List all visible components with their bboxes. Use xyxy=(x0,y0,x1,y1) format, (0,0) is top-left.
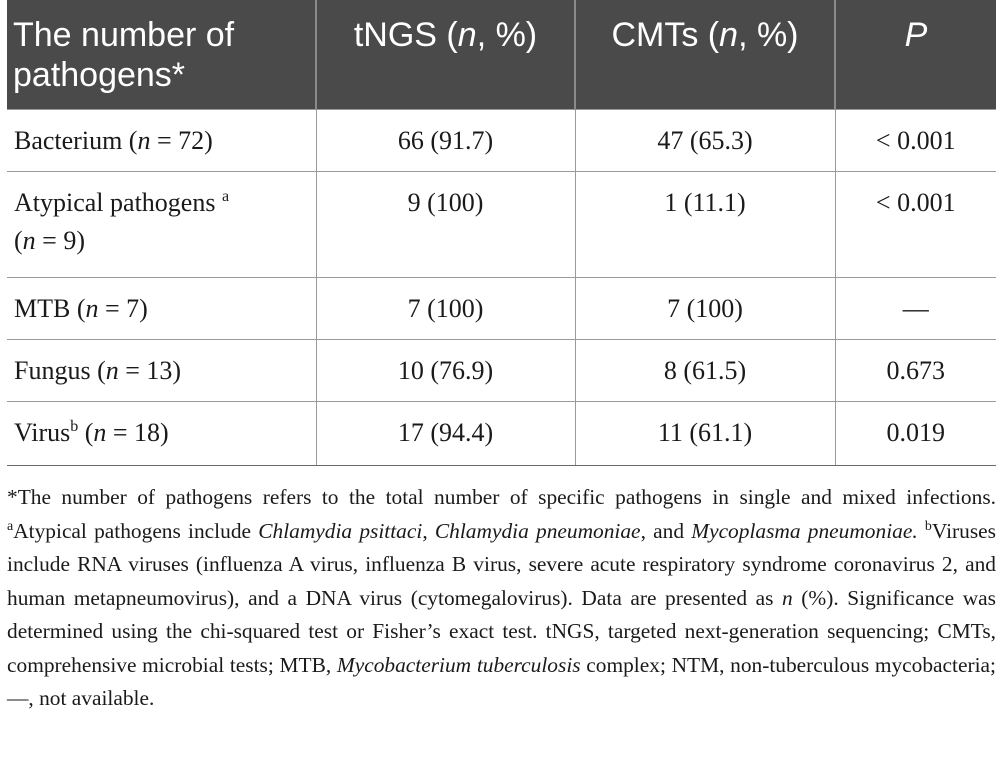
p-value: < 0.001 xyxy=(835,109,996,171)
p-value: < 0.001 xyxy=(835,171,996,277)
table-row xyxy=(7,401,996,465)
header-pathogen-count: The number of pathogens* xyxy=(7,0,316,109)
header-p-value: P xyxy=(835,0,996,109)
table-header-row xyxy=(7,0,996,109)
tngs-value: 10 (76.9) xyxy=(316,339,575,401)
header-cmts: CMTs (n, %) xyxy=(575,0,835,109)
table-row xyxy=(7,109,996,171)
footnote-marker-a: a xyxy=(221,187,230,205)
tngs-value: 7 (100) xyxy=(316,277,575,339)
cmts-value: 11 (61.1) xyxy=(575,401,835,465)
cmts-value: 47 (65.3) xyxy=(575,109,835,171)
table-row xyxy=(7,171,996,277)
table-row xyxy=(7,277,996,339)
table-row xyxy=(7,339,996,401)
p-value: — xyxy=(835,277,996,339)
row-label: Virus$^b$ (n = 18) xyxy=(7,401,316,465)
tngs-value: 17 (94.4) xyxy=(316,401,575,465)
pathogen-detection-table xyxy=(7,0,996,466)
species-name: Chlamydia psittaci xyxy=(258,518,423,543)
pathogen-table-container xyxy=(7,0,996,466)
row-label: Bacterium (n = 72) xyxy=(7,109,316,171)
row-label: Atypical pathogens $^a$ (n = 9) xyxy=(7,171,316,277)
tngs-value: 9 (100) xyxy=(316,171,575,277)
footnote-marker-b: b xyxy=(924,518,932,534)
p-value: 0.673 xyxy=(835,339,996,401)
footnote-marker-a: a xyxy=(7,518,14,534)
cmts-value: 8 (61.5) xyxy=(575,339,835,401)
footnote-marker-b: b xyxy=(70,417,79,435)
cmts-value: 7 (100) xyxy=(575,277,835,339)
row-label: MTB (n = 7) xyxy=(7,277,316,339)
species-name: Mycoplasma pneumoniae. xyxy=(691,518,918,543)
header-tngs: tNGS (n, %) xyxy=(316,0,575,109)
table-footnote: *The number of pathogens refers to the total number of specific pathogens in single and mixed infections. $^a$Atypical pathogens include Chlamydia psittaci, Chlamydia pneumoniae, and Mycoplasma pneumoniae. $^b$Viruses include RNA viruses (influenza A virus, influenza B virus, severe acute respiratory syndrome coronavirus 2, and human metapneumovirus), and a DNA virus (cytomegalovirus). Data are presented as n (%). Significance was determined using the chi-squared test or Fisher’s exact test. tNGS, targeted next-generation sequencing; CMTs, comprehensive microbial tests; MTB, Mycobacterium tuberculosis complex; NTM, non-tuberculous mycobacteria; —, not available. xyxy=(7,485,996,710)
cmts-value: 1 (11.1) xyxy=(575,171,835,277)
species-name: Chlamydia pneumoniae xyxy=(434,518,641,543)
row-label: Fungus (n = 13) xyxy=(7,339,316,401)
tngs-value: 66 (91.7) xyxy=(316,109,575,171)
p-value: 0.019 xyxy=(835,401,996,465)
species-name: Mycobacterium tuberculosis xyxy=(336,652,581,677)
